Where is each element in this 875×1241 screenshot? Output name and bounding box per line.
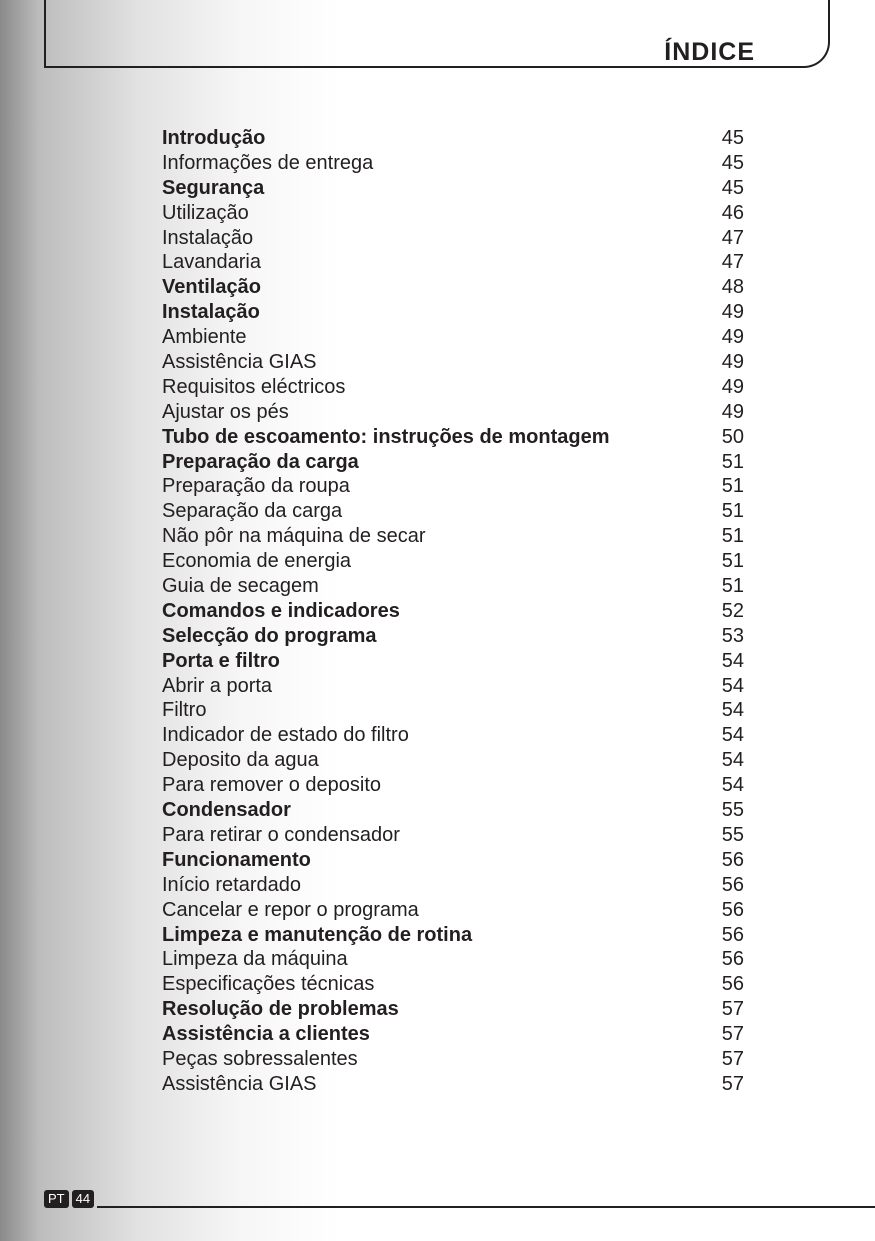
toc-entry[interactable] <box>162 698 744 723</box>
toc-entry-page: 47 <box>721 226 744 249</box>
toc-entry-page: 53 <box>721 624 744 647</box>
toc-entry-page: 45 <box>721 176 744 199</box>
toc-entry[interactable] <box>162 748 744 773</box>
toc-entry-title: Instalação <box>162 226 254 249</box>
toc-entry-page: 51 <box>721 575 744 598</box>
toc-entry-title: Indicador de estado do filtro <box>162 724 409 747</box>
toc-entry[interactable] <box>162 848 744 873</box>
toc-entry-page: 57 <box>721 1072 744 1095</box>
toc-entry-page: 54 <box>721 649 744 672</box>
toc-entry-page: 51 <box>721 525 744 548</box>
toc-entry-page: 57 <box>721 1047 744 1070</box>
page-title: ÍNDICE <box>664 38 755 66</box>
toc-entry-title: Condensador <box>162 799 291 822</box>
toc-entry-page: 56 <box>721 923 744 946</box>
toc-entry-page: 47 <box>721 251 744 274</box>
toc-entry[interactable] <box>162 997 744 1022</box>
toc-entry[interactable] <box>162 773 744 798</box>
toc-entry-page: 49 <box>721 375 744 398</box>
language-badge: PT <box>44 1190 69 1208</box>
toc-entry[interactable] <box>162 624 744 649</box>
toc-entry-title: Preparação da carga <box>162 450 359 473</box>
toc-entry-page: 56 <box>721 848 744 871</box>
toc-entry-title: Guia de secagem <box>162 575 319 598</box>
toc-entry-title: Segurança <box>162 176 265 199</box>
toc-entry-page: 49 <box>721 351 744 374</box>
toc-entry[interactable] <box>162 674 744 699</box>
toc-entry-page: 56 <box>721 873 744 896</box>
toc-entry-page: 56 <box>721 973 744 996</box>
toc-entry-title: Preparação da roupa <box>162 475 350 498</box>
toc-entry-page: 54 <box>721 724 744 747</box>
toc-entry-title: Comandos e indicadores <box>162 599 400 622</box>
toc-entry-title: Economia de energia <box>162 550 352 573</box>
toc-entry-page: 57 <box>721 1023 744 1046</box>
toc-entry-page: 55 <box>721 823 744 846</box>
toc-entry[interactable] <box>162 450 744 475</box>
toc-entry[interactable] <box>162 300 744 325</box>
toc-entry[interactable] <box>162 1072 744 1097</box>
toc-entry-page: 54 <box>721 774 744 797</box>
toc-entry-title: Requisitos eléctricos <box>162 375 346 398</box>
toc-entry-page: 49 <box>721 400 744 423</box>
toc-entry-title: Assistência GIAS <box>162 1072 317 1095</box>
toc-entry[interactable] <box>162 574 744 599</box>
toc-entry[interactable] <box>162 226 744 251</box>
toc-entry-page: 49 <box>721 326 744 349</box>
toc-entry[interactable] <box>162 425 744 450</box>
toc-entry-title: Filtro <box>162 699 207 722</box>
toc-entry[interactable] <box>162 275 744 300</box>
toc-entry-page: 51 <box>721 450 744 473</box>
toc-entry-page: 57 <box>721 998 744 1021</box>
toc-entry-title: Para remover o deposito <box>162 774 382 797</box>
toc-entry-title: Peças sobressalentes <box>162 1047 358 1070</box>
toc-entry[interactable] <box>162 947 744 972</box>
table-of-contents <box>162 126 744 1097</box>
toc-entry-title: Resolução de problemas <box>162 998 399 1021</box>
toc-entry-title: Abrir a porta <box>162 674 273 697</box>
toc-entry-title: Lavandaria <box>162 251 261 274</box>
toc-entry-title: Não pôr na máquina de secar <box>162 525 426 548</box>
toc-entry-title: Selecção do programa <box>162 624 377 647</box>
toc-entry[interactable] <box>162 400 744 425</box>
toc-entry[interactable] <box>162 823 744 848</box>
toc-entry[interactable] <box>162 375 744 400</box>
toc-entry-title: Funcionamento <box>162 848 311 871</box>
page-footer <box>44 1190 875 1208</box>
toc-entry[interactable] <box>162 898 744 923</box>
toc-entry-title: Ventilação <box>162 276 261 299</box>
toc-entry-title: Ajustar os pés <box>162 400 289 423</box>
toc-entry-title: Assistência a clientes <box>162 1023 370 1046</box>
toc-entry-title: Especificações técnicas <box>162 973 375 996</box>
toc-entry[interactable] <box>162 923 744 948</box>
toc-entry-title: Ambiente <box>162 326 247 349</box>
toc-entry-page: 48 <box>721 276 744 299</box>
toc-entry[interactable] <box>162 599 744 624</box>
toc-entry-title: Separação da carga <box>162 500 343 523</box>
toc-entry-page: 52 <box>721 599 744 622</box>
toc-entry[interactable] <box>162 474 744 499</box>
toc-entry[interactable] <box>162 176 744 201</box>
toc-entry[interactable] <box>162 549 744 574</box>
toc-entry[interactable] <box>162 201 744 226</box>
footer-rule <box>97 1206 875 1208</box>
toc-entry-page: 54 <box>721 699 744 722</box>
toc-entry-page: 50 <box>721 425 744 448</box>
page-number-badge: 44 <box>72 1190 94 1208</box>
toc-entry-title: Cancelar e repor o programa <box>162 898 419 921</box>
toc-entry-page: 45 <box>721 151 744 174</box>
toc-entry[interactable] <box>162 873 744 898</box>
toc-entry-page: 56 <box>721 898 744 921</box>
toc-entry-page: 54 <box>721 674 744 697</box>
toc-entry-title: Deposito da agua <box>162 749 319 772</box>
toc-entry-title: Início retardado <box>162 873 301 896</box>
toc-entry[interactable] <box>162 350 744 375</box>
toc-entry-title: Limpeza da máquina <box>162 948 348 971</box>
toc-entry-page: 46 <box>721 201 744 224</box>
toc-entry-title: Limpeza e manutenção de rotina <box>162 923 473 946</box>
toc-entry[interactable] <box>162 1047 744 1072</box>
toc-entry-page: 51 <box>721 475 744 498</box>
toc-entry[interactable] <box>162 649 744 674</box>
toc-entry[interactable] <box>162 151 744 176</box>
toc-entry[interactable] <box>162 250 744 275</box>
toc-entry-page: 51 <box>721 550 744 573</box>
toc-entry[interactable] <box>162 499 744 524</box>
toc-entry[interactable] <box>162 524 744 549</box>
toc-entry-page: 56 <box>721 948 744 971</box>
toc-entry-title: Introdução <box>162 127 266 149</box>
toc-entry[interactable] <box>162 972 744 997</box>
toc-entry-page: 54 <box>721 749 744 772</box>
toc-entry-page: 55 <box>721 799 744 822</box>
toc-entry[interactable] <box>162 325 744 350</box>
toc-entry[interactable] <box>162 126 744 151</box>
toc-entry[interactable] <box>162 798 744 823</box>
toc-entry-title: Assistência GIAS <box>162 351 317 374</box>
toc-entry-title: Utilização <box>162 201 249 224</box>
toc-entry-title: Porta e filtro <box>162 649 280 672</box>
toc-entry-title: Tubo de escoamento: instruções de montagem <box>162 425 610 448</box>
toc-entry-page: 51 <box>721 500 744 523</box>
toc-entry-title: Informações de entrega <box>162 151 374 174</box>
toc-entry-page: 49 <box>721 301 744 324</box>
toc-entry-title: Instalação <box>162 301 260 324</box>
toc-entry-title: Para retirar o condensador <box>162 823 400 846</box>
toc-entry[interactable] <box>162 1022 744 1047</box>
toc-entry-page: 45 <box>721 127 744 149</box>
toc-entry[interactable] <box>162 723 744 748</box>
